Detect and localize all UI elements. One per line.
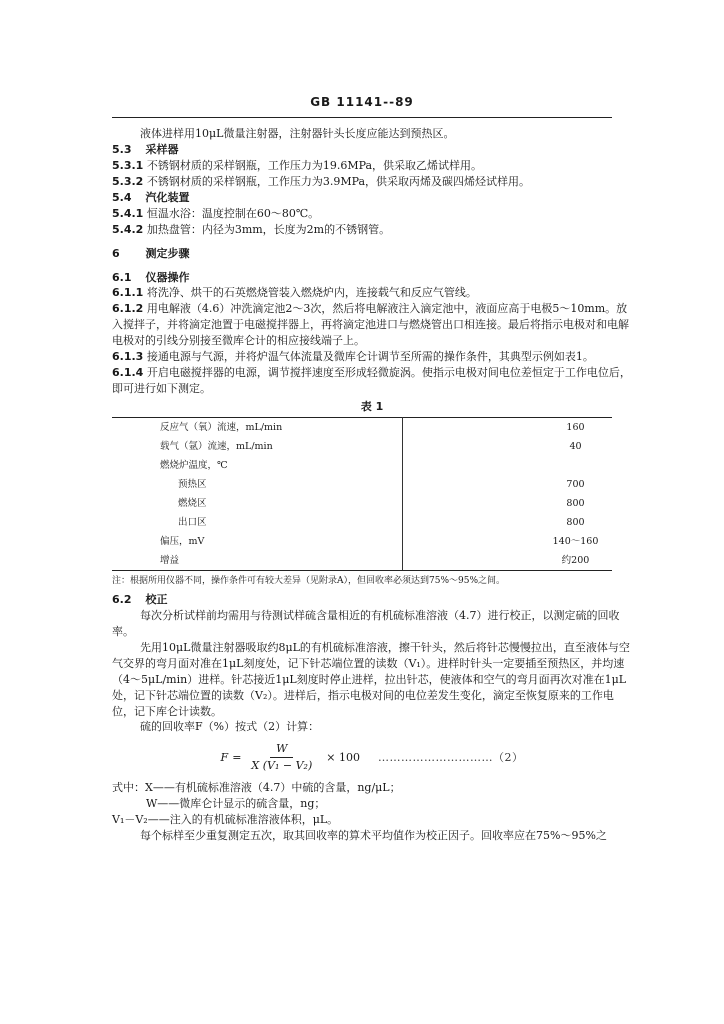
- table-1-title: 表 1: [360, 400, 384, 413]
- formula-equals: =: [232, 750, 242, 764]
- section-6-1-heading: 6.1 仪器操作: [112, 270, 190, 284]
- table-cell-param: 载气（氩）流速，mL/min: [112, 437, 403, 456]
- section-6-1-4: 6.1.4 开启电磁搅拌器的电源，调节搅拌速度至形成轻微旋涡。使指示电极对间电位差恒定于工作电位后，即可进行如下测定。: [112, 366, 631, 396]
- section-5-4-2: 5.4.2 加热盘管：内径为3mm，长度为2m的不锈钢管。: [112, 222, 391, 236]
- formula-numerator: W: [270, 741, 293, 758]
- table-row: [112, 475, 612, 494]
- section-5-3-2: 5.3.2 不锈钢材质的采样钢瓶，工作压力为3.9MPa，供采取丙烯及碳四烯烃试样用。: [112, 174, 531, 188]
- table-cell-param: 燃烧炉温度，℃: [112, 456, 403, 475]
- table-cell-value: 800: [566, 516, 585, 528]
- section-5-3-1: 5.3.1 不锈钢材质的采样钢瓶，工作压力为19.6MPa，供采取乙烯试样用。: [112, 158, 483, 172]
- section-6-1-3: 6.1.3 接通电源与气源，并将炉温气体流量及微库仑计调节至所需的操作条件，其典型示例如表1。: [112, 350, 594, 364]
- section-6-1-2: 6.1.2 用电解液（4.6）冲洗滴定池2～3次，然后将电解液注入滴定池中，液面应高于电极5～10mm。放入搅拌子，并将滴定池置于电磁搅拌器上，再将滴定池进口与燃烧管出口相连接。最后将指示电极对和电解电极对的引线分别接至微库仑计的相应接线端子上。: [112, 302, 629, 348]
- table-row: [112, 417, 612, 437]
- table-cell-value: 约200: [403, 551, 613, 571]
- formula-lhs: F: [220, 750, 229, 764]
- table-cell-param: 增益: [112, 551, 403, 571]
- operating-conditions-table: [112, 417, 612, 571]
- table-1-note: 注：根据所用仪器不同，操作条件可有较大差异（见附录A），但回收率必须达到75%～95%之间。: [112, 575, 506, 586]
- formula-fraction: [245, 741, 318, 774]
- legend-line-v: V₁－V₂——注入的有机硫标准溶液体积，μL。: [112, 813, 339, 827]
- table-cell-value: 700: [566, 478, 585, 490]
- table-row: [112, 456, 612, 475]
- table-cell-value: 40: [569, 440, 582, 452]
- standard-number-header: GB 11141--89: [310, 95, 414, 109]
- calibration-paragraph-4: 每个标样至少重复测定五次，取其回收率的算术平均值作为校正因子。回收率应在75%～95%之: [140, 829, 607, 843]
- formula-legend: [112, 780, 632, 828]
- formula-factor: × 100: [326, 750, 360, 764]
- calibration-paragraph-1: 每次分析试样前均需用与待测试样硫含量相近的有机硫标准溶液（4.7）进行校正，以测定硫的回收率。: [112, 608, 620, 638]
- calibration-paragraph-3: 硫的回收率F（%）按式（2）计算：: [140, 720, 320, 734]
- section-5-4-1: 5.4.1 恒温水浴：温度控制在60～80℃。: [112, 206, 320, 220]
- document-body: [112, 126, 632, 844]
- paragraph-injector-note: 液体进样用10μL微量注射器，注射器针头长度应能达到预热区。: [140, 127, 455, 140]
- section-5-3-heading: 5.3 采样器: [112, 142, 179, 156]
- legend-line-x: 式中：X——有机硫标准溶液（4.7）中硫的含量，ng/μL；: [112, 781, 401, 795]
- section-6-1-1: 6.1.1 将洗净、烘干的石英燃烧管装入燃烧炉内，连接载气和反应气管线。: [112, 286, 477, 300]
- section-5-4-heading: 5.4 汽化装置: [112, 190, 190, 204]
- section-6-heading: 6 测定步骤: [112, 246, 190, 260]
- formula-denominator: X (V₁ − V₂): [251, 759, 313, 773]
- table-row: [112, 494, 612, 513]
- table-row: [112, 532, 612, 551]
- calibration-paragraph-2: 先用10μL微量注射器吸取约8μL的有机硫标准溶液，擦干针头，然后将针芯慢慢拉出，直至液体与空气交界的弯月面对准在1μL刻度处，记下针芯端位置的读数（V₁）。进样时针头一定要插至预热区，并均速（4～5μL/min）进样。针芯接近1μL刻度时停止进样，拉出针芯，使液体和空气的弯月面再次对准在1μL处，记下针芯端位置的读数（V₂）。进样后，指示电极对间的电位差发生变化，滴定至恢复原来的工作电位，记下库仑计读数。: [112, 640, 630, 718]
- table-cell-value: [403, 456, 613, 475]
- section-6-2-heading: 6.2 校正: [112, 592, 168, 606]
- formula-equation-number: …………………………（2）: [377, 750, 524, 764]
- legend-line-w: W——微库仑计显示的硫含量，ng；: [146, 797, 326, 811]
- header-rule: [112, 117, 612, 118]
- table-cell-param: 燃烧区: [112, 494, 403, 513]
- table-row: [112, 551, 612, 571]
- table-cell-value: 140～160: [552, 535, 599, 547]
- table-row: [112, 513, 612, 532]
- table-cell-param: 预热区: [112, 475, 403, 494]
- table-cell-param: 反应气（氧）流速，mL/min: [112, 417, 403, 437]
- table-cell-value: 160: [403, 417, 613, 437]
- table-cell-value: 800: [566, 497, 585, 509]
- recovery-formula: [112, 741, 632, 774]
- table-row: [112, 437, 612, 456]
- table-cell-param: 出口区: [112, 513, 403, 532]
- table-cell-param: 偏压，mV: [112, 532, 403, 551]
